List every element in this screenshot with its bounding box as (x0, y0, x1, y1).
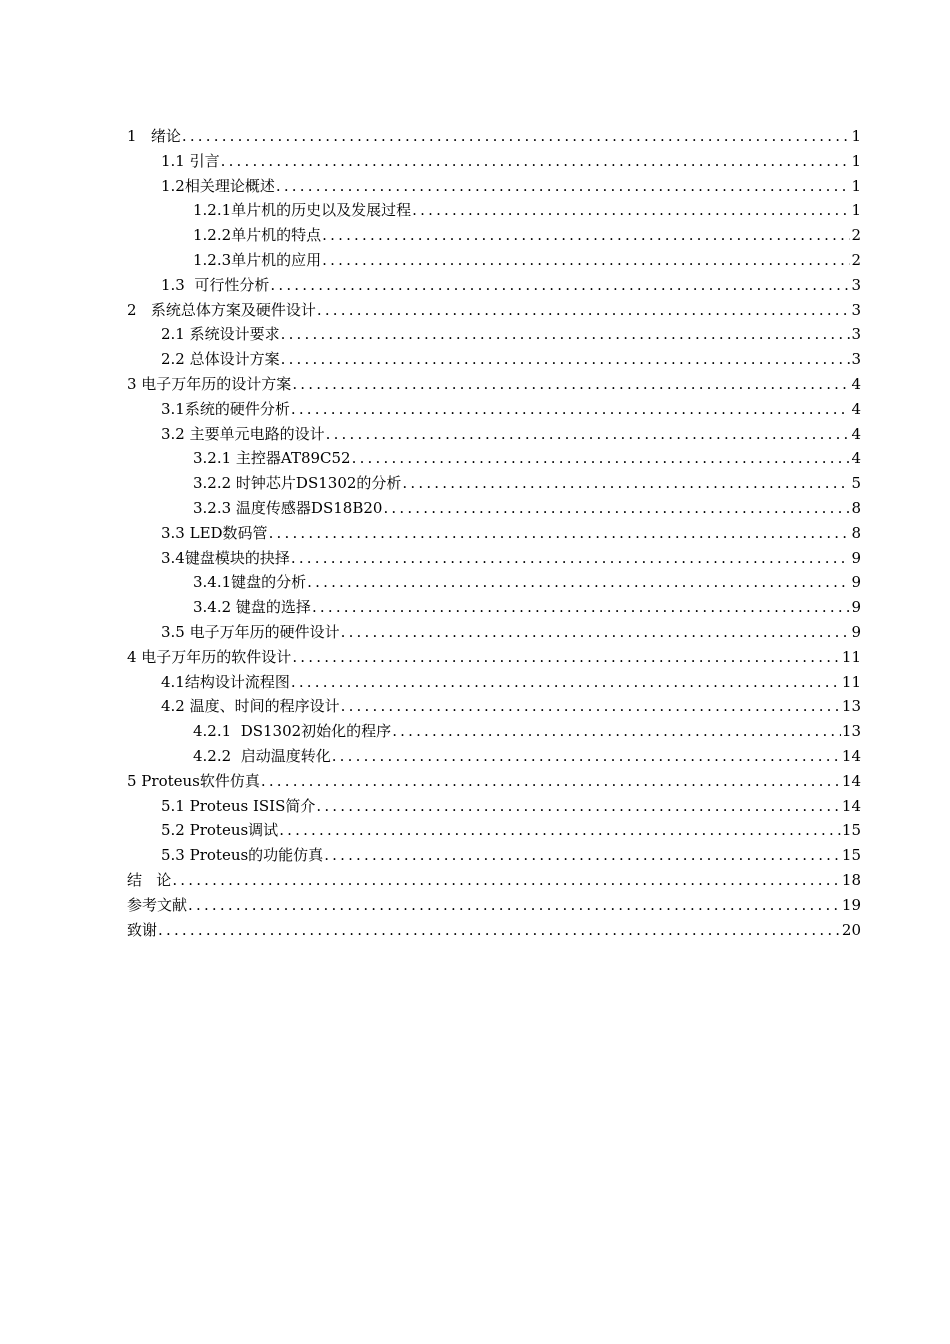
toc-leader-dots (270, 273, 850, 298)
toc-entry-title: 3.2.3 温度传感器DS18B20 (193, 498, 383, 517)
toc-entry[interactable] (127, 719, 861, 744)
table-of-contents (127, 124, 861, 942)
toc-entry[interactable] (127, 372, 861, 397)
toc-entry-page: 2 (851, 226, 861, 245)
toc-leader-dots (292, 645, 841, 670)
toc-entry-page: 4 (851, 424, 861, 443)
toc-entry-title: 1.1 引言 (161, 151, 220, 170)
toc-leader-dots (291, 397, 851, 422)
toc-leader-dots (221, 149, 851, 174)
toc-entry-page: 2 (851, 250, 861, 269)
toc-entry-page: 13 (841, 697, 861, 716)
toc-entry-page: 19 (841, 895, 861, 914)
toc-entry-page: 1 (851, 127, 861, 145)
toc-leader-dots (392, 719, 841, 744)
toc-leader-dots (158, 918, 841, 943)
toc-entry-page: 14 (841, 771, 861, 790)
toc-entry-page: 3 (851, 275, 861, 294)
toc-entry-page: 8 (851, 498, 861, 517)
toc-entry-title: 4.1结构设计流程图 (161, 672, 290, 691)
toc-entry-title: 参考文献 (127, 895, 188, 914)
toc-entry[interactable] (127, 794, 861, 819)
toc-entry-page: 3 (851, 350, 861, 369)
toc-entry-title: 5 Proteus软件仿真 (127, 771, 260, 790)
toc-entry[interactable] (127, 248, 861, 273)
toc-entry[interactable] (127, 645, 861, 670)
toc-leader-dots (261, 769, 841, 794)
toc-entry-page: 4 (851, 449, 861, 468)
toc-entry[interactable] (127, 595, 861, 620)
toc-entry[interactable] (127, 273, 861, 298)
toc-entry-title: 4.2.2 启动温度转化 (193, 746, 331, 765)
toc-entry[interactable] (127, 124, 861, 149)
toc-entry-title: 2.1 系统设计要求 (161, 325, 280, 344)
toc-leader-dots (326, 422, 851, 447)
toc-entry-title: 4.2.1 DS1302初始化的程序 (193, 722, 392, 741)
toc-leader-dots (316, 794, 841, 819)
toc-leader-dots (322, 223, 850, 248)
toc-leader-dots (281, 322, 851, 347)
toc-entry-title: 1.2.2单片机的特点 (193, 226, 322, 245)
toc-entry-title: 1.2相关理论概述 (161, 176, 275, 195)
toc-entry-page: 9 (851, 573, 861, 592)
toc-entry[interactable] (127, 174, 861, 199)
toc-entry-page: 4 (851, 399, 861, 418)
toc-entry-title: 4.2 温度、时间的程序设计 (161, 697, 340, 716)
toc-leader-dots (281, 347, 851, 372)
toc-entry-title: 3.3 LED数码管 (161, 523, 268, 542)
toc-entry-page: 14 (841, 796, 861, 815)
toc-entry-page: 1 (851, 151, 861, 170)
toc-entry[interactable] (127, 397, 861, 422)
toc-entry[interactable] (127, 471, 861, 496)
toc-leader-dots (182, 124, 851, 149)
toc-entry[interactable] (127, 298, 861, 323)
toc-entry[interactable] (127, 818, 861, 843)
toc-leader-dots (324, 843, 841, 868)
toc-entry[interactable] (127, 347, 861, 372)
toc-entry-title: 3.1系统的硬件分析 (161, 399, 290, 418)
toc-entry-page: 20 (841, 920, 861, 939)
toc-entry[interactable] (127, 422, 861, 447)
toc-leader-dots (341, 620, 851, 645)
toc-entry[interactable] (127, 521, 861, 546)
toc-entry-page: 14 (841, 746, 861, 765)
toc-leader-dots (341, 694, 841, 719)
toc-entry-title: 3.4.1键盘的分析 (193, 573, 307, 592)
toc-entry-title: 2 系统总体方案及硬件设计 (127, 300, 316, 319)
toc-leader-dots (279, 818, 841, 843)
toc-leader-dots (276, 174, 851, 199)
toc-entry[interactable] (127, 769, 861, 794)
toc-entry-title: 3.2.2 时钟芯片DS1302的分析 (193, 474, 402, 493)
toc-entry-title: 5.1 Proteus ISIS简介 (161, 796, 316, 815)
toc-leader-dots (352, 446, 851, 471)
toc-leader-dots (172, 868, 841, 893)
toc-entry[interactable] (127, 322, 861, 347)
toc-entry[interactable] (127, 670, 861, 695)
toc-entry-title: 1.2.1单片机的历史以及发展过程 (193, 201, 412, 220)
toc-entry[interactable] (127, 620, 861, 645)
toc-entry-title: 3.5 电子万年历的硬件设计 (161, 622, 340, 641)
toc-entry-title: 3.4.2 键盘的选择 (193, 598, 311, 617)
toc-leader-dots (291, 670, 841, 695)
toc-leader-dots (188, 893, 841, 918)
toc-entry[interactable] (127, 694, 861, 719)
toc-leader-dots (412, 198, 850, 223)
toc-entry-page: 11 (841, 647, 861, 666)
toc-entry-page: 4 (851, 374, 861, 393)
toc-entry-page: 18 (841, 870, 861, 889)
toc-entry[interactable] (127, 570, 861, 595)
toc-entry-title: 5.3 Proteus的功能仿真 (161, 846, 324, 865)
toc-entry-page: 1 (851, 201, 861, 220)
toc-entry-page: 8 (851, 523, 861, 542)
toc-entry-title: 3.2 主要单元电路的设计 (161, 424, 325, 443)
toc-entry-title: 3.4键盘模块的抉择 (161, 548, 290, 567)
toc-leader-dots (322, 248, 850, 273)
toc-leader-dots (383, 496, 850, 521)
toc-entry[interactable] (127, 546, 861, 571)
toc-entry-title: 1 绪论 (127, 127, 181, 145)
toc-leader-dots (291, 546, 851, 571)
toc-entry-title: 4 电子万年历的软件设计 (127, 647, 292, 666)
toc-entry-page: 5 (851, 474, 861, 493)
toc-entry-page: 15 (841, 846, 861, 865)
toc-entry[interactable] (127, 893, 861, 918)
toc-leader-dots (402, 471, 850, 496)
toc-entry-title: 3 电子万年历的设计方案 (127, 374, 292, 393)
toc-entry[interactable] (127, 446, 861, 471)
toc-entry-title: 致谢 (127, 920, 158, 939)
toc-entry[interactable] (127, 868, 861, 893)
toc-entry-page: 11 (841, 672, 861, 691)
toc-leader-dots (307, 570, 850, 595)
toc-entry-title: 2.2 总体设计方案 (161, 350, 280, 369)
toc-entry[interactable] (127, 918, 861, 943)
toc-entry[interactable] (127, 496, 861, 521)
toc-entry[interactable] (127, 198, 861, 223)
toc-entry-page: 15 (841, 821, 861, 840)
toc-entry-title: 1.2.3单片机的应用 (193, 250, 322, 269)
toc-leader-dots (312, 595, 851, 620)
toc-entry-page: 9 (851, 598, 861, 617)
toc-entry-page: 3 (851, 325, 861, 344)
toc-leader-dots (332, 744, 841, 769)
toc-entry[interactable] (127, 223, 861, 248)
toc-entry[interactable] (127, 149, 861, 174)
toc-entry-title: 1.3 可行性分析 (161, 275, 270, 294)
toc-entry[interactable] (127, 843, 861, 868)
toc-entry-page: 1 (851, 176, 861, 195)
toc-entry-page: 3 (851, 300, 861, 319)
toc-entry[interactable] (127, 744, 861, 769)
toc-entry-page: 9 (851, 548, 861, 567)
toc-entry-page: 13 (841, 722, 861, 741)
toc-entry-title: 结 论 (127, 870, 172, 889)
toc-entry-title: 3.2.1 主控器AT89C52 (193, 449, 351, 468)
toc-entry-title: 5.2 Proteus调试 (161, 821, 279, 840)
toc-leader-dots (317, 298, 851, 323)
toc-leader-dots (292, 372, 850, 397)
toc-leader-dots (269, 521, 851, 546)
toc-entry-page: 9 (851, 622, 861, 641)
